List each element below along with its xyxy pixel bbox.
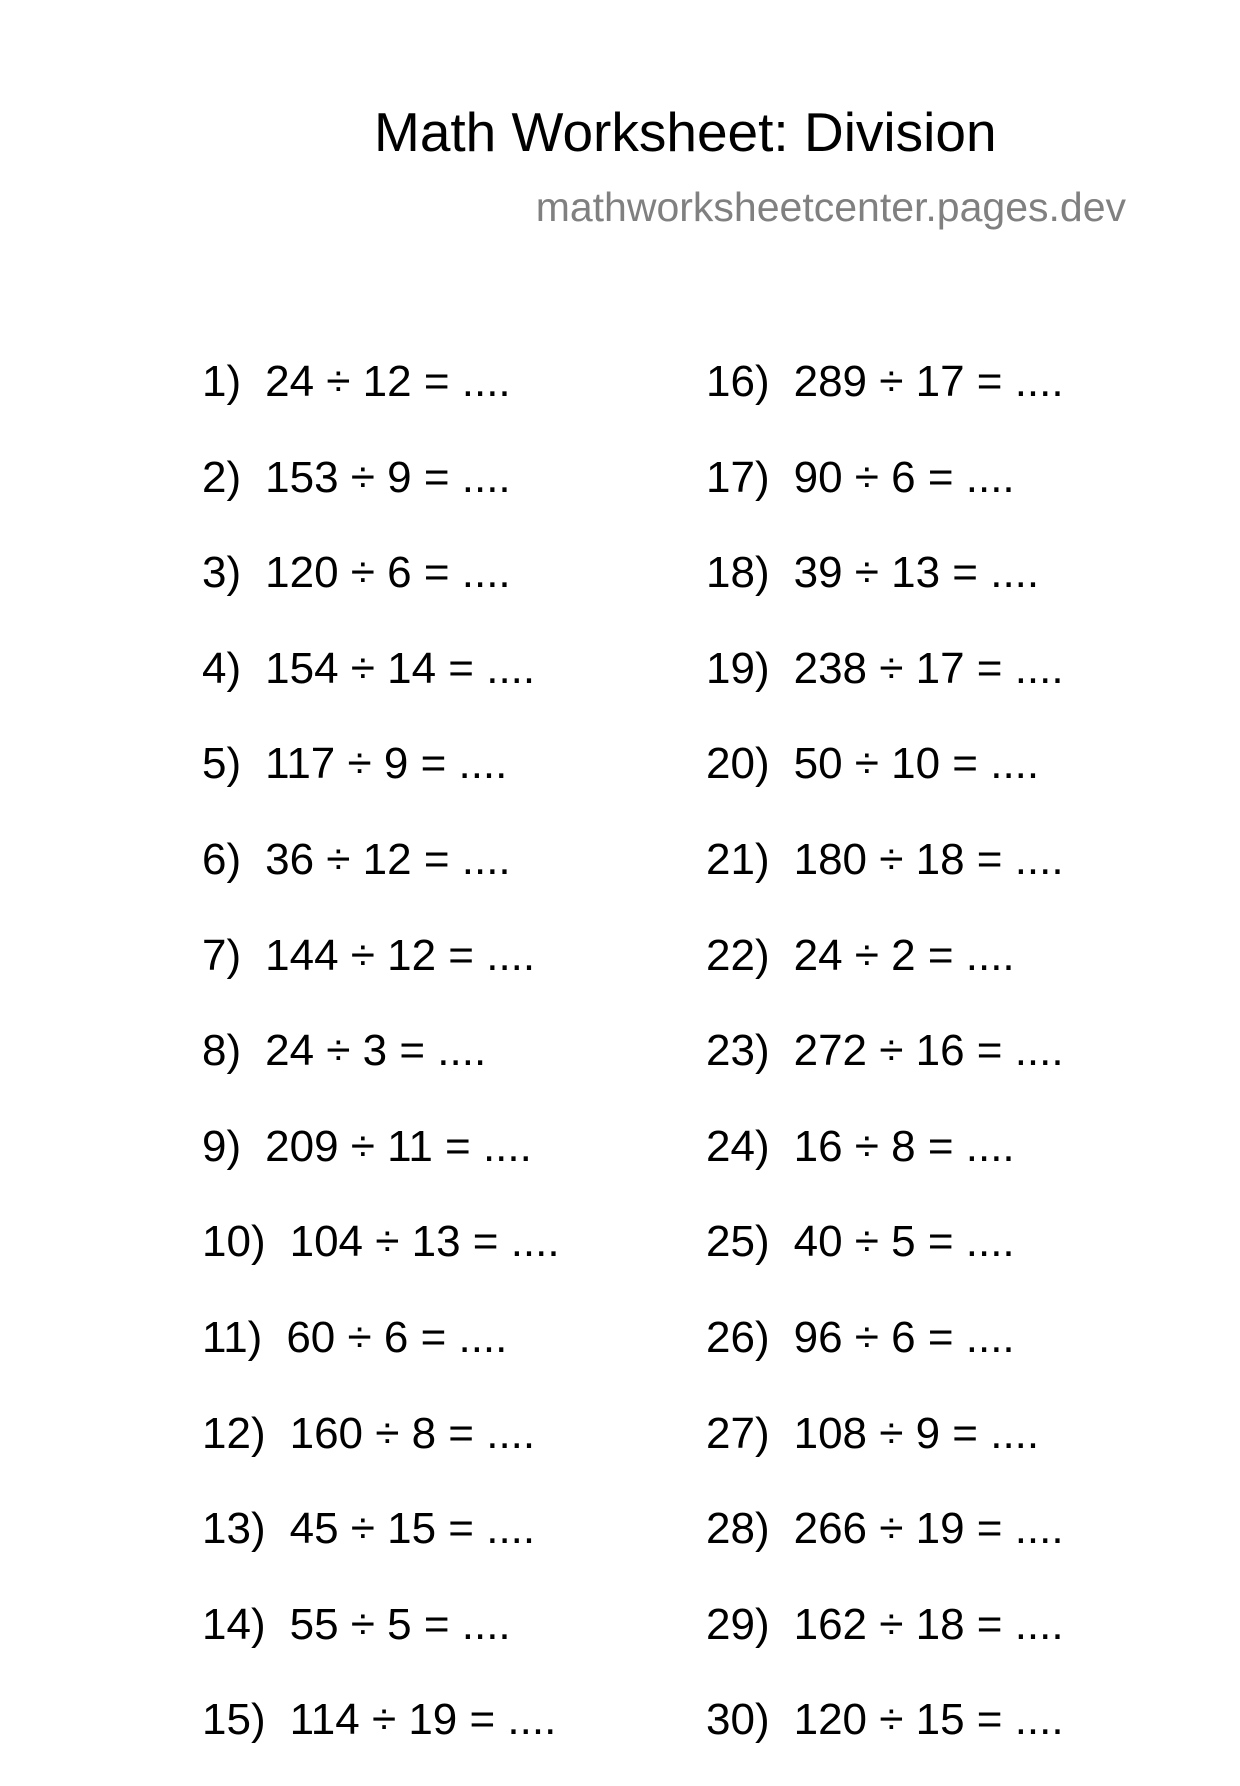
problem-expression: 16 ÷ 8 = ....	[793, 1121, 1015, 1171]
problem-item	[202, 1595, 560, 1691]
problem-number: 11)	[202, 1312, 263, 1362]
problem-item	[202, 352, 560, 448]
problem-item	[706, 830, 1064, 926]
problem-expression: 90 ÷ 6 = ....	[793, 452, 1015, 502]
problem-item	[706, 543, 1064, 639]
problem-number: 26)	[706, 1312, 770, 1362]
problem-expression: 154 ÷ 14 = ....	[265, 643, 536, 693]
problem-number: 4)	[202, 643, 242, 693]
problem-number: 7)	[202, 930, 242, 980]
problem-item	[706, 1021, 1064, 1117]
problem-item	[202, 448, 560, 544]
problem-expression: 24 ÷ 2 = ....	[793, 930, 1015, 980]
problem-item	[202, 830, 560, 926]
problems-column-right	[706, 352, 1064, 1786]
problem-number: 12)	[202, 1408, 266, 1458]
problem-expression: 60 ÷ 6 = ....	[286, 1312, 508, 1362]
problem-item	[706, 1117, 1064, 1213]
problem-number: 1)	[202, 357, 242, 406]
problem-item	[706, 448, 1064, 544]
problem-item	[202, 1117, 560, 1213]
problem-item	[202, 926, 560, 1022]
problem-number: 13)	[202, 1504, 266, 1554]
problem-expression: 114 ÷ 19 = ....	[289, 1695, 557, 1745]
problem-expression: 40 ÷ 5 = ....	[793, 1217, 1015, 1267]
problem-expression: 24 ÷ 12 = ....	[265, 357, 511, 406]
problem-item	[202, 1021, 560, 1117]
page-title: Math Worksheet: Division	[374, 101, 997, 163]
problem-expression: 162 ÷ 18 = ....	[793, 1599, 1064, 1649]
problem-expression: 272 ÷ 16 = ....	[793, 1026, 1064, 1076]
problem-expression: 104 ÷ 13 = ....	[289, 1217, 560, 1267]
problem-item	[706, 1212, 1064, 1308]
problem-number: 14)	[202, 1599, 266, 1649]
problems-column-left	[202, 352, 560, 1786]
problem-expression: 266 ÷ 19 = ....	[793, 1504, 1064, 1554]
problem-expression: 108 ÷ 9 = ....	[793, 1408, 1040, 1458]
problem-number: 23)	[706, 1026, 770, 1076]
problem-expression: 209 ÷ 11 = ....	[265, 1121, 532, 1171]
problem-item	[706, 352, 1064, 448]
problem-number: 27)	[706, 1408, 770, 1458]
problem-item	[706, 1308, 1064, 1404]
problem-number: 8)	[202, 1026, 242, 1076]
problem-number: 5)	[202, 739, 242, 789]
problem-number: 15)	[202, 1695, 266, 1745]
problem-item	[202, 1308, 560, 1404]
problem-expression: 36 ÷ 12 = ....	[265, 834, 511, 884]
site-url: mathworksheetcenter.pages.dev	[535, 184, 1126, 230]
problem-number: 25)	[706, 1217, 770, 1267]
problem-number: 21)	[706, 834, 770, 884]
problem-expression: 50 ÷ 10 = ....	[793, 739, 1040, 789]
problem-item	[706, 639, 1064, 735]
problem-expression: 55 ÷ 5 = ....	[289, 1599, 511, 1649]
problem-number: 6)	[202, 834, 242, 884]
problem-item	[202, 734, 560, 830]
problem-number: 19)	[706, 643, 770, 693]
problem-item	[202, 1499, 560, 1595]
problem-item	[706, 1499, 1064, 1595]
problem-number: 30)	[706, 1695, 770, 1745]
problem-number: 18)	[706, 548, 770, 598]
problem-item	[706, 1595, 1064, 1691]
problem-item	[202, 1690, 560, 1786]
problem-number: 28)	[706, 1504, 770, 1554]
problem-expression: 117 ÷ 9 = ....	[265, 739, 508, 789]
problem-number: 24)	[706, 1121, 770, 1171]
problem-number: 2)	[202, 452, 242, 502]
problem-expression: 96 ÷ 6 = ....	[793, 1312, 1015, 1362]
problem-number: 20)	[706, 739, 770, 789]
problem-item	[202, 639, 560, 735]
problem-item	[706, 1690, 1064, 1786]
problem-number: 16)	[706, 357, 770, 406]
problem-expression: 160 ÷ 8 = ....	[289, 1408, 536, 1458]
problem-expression: 180 ÷ 18 = ....	[793, 834, 1064, 884]
problem-expression: 144 ÷ 12 = ....	[265, 930, 536, 980]
problem-item	[202, 543, 560, 639]
problem-item	[706, 1404, 1064, 1500]
problem-item	[202, 1404, 560, 1500]
problem-number: 22)	[706, 930, 770, 980]
problem-number: 3)	[202, 548, 242, 598]
problem-expression: 153 ÷ 9 = ....	[265, 452, 511, 502]
problem-expression: 289 ÷ 17 = ....	[793, 357, 1064, 406]
problem-item	[706, 926, 1064, 1022]
problem-expression: 120 ÷ 15 = ....	[793, 1695, 1064, 1745]
problem-number: 10)	[202, 1217, 266, 1267]
problem-expression: 24 ÷ 3 = ....	[265, 1026, 487, 1076]
problem-item	[202, 1212, 560, 1308]
problem-number: 29)	[706, 1599, 770, 1649]
problem-expression: 120 ÷ 6 = ....	[265, 548, 511, 598]
problem-expression: 45 ÷ 15 = ....	[289, 1504, 536, 1554]
problem-expression: 39 ÷ 13 = ....	[793, 548, 1040, 598]
problem-number: 17)	[706, 452, 770, 502]
problem-expression: 238 ÷ 17 = ....	[793, 643, 1064, 693]
problem-item	[706, 734, 1064, 830]
problem-number: 9)	[202, 1121, 242, 1171]
